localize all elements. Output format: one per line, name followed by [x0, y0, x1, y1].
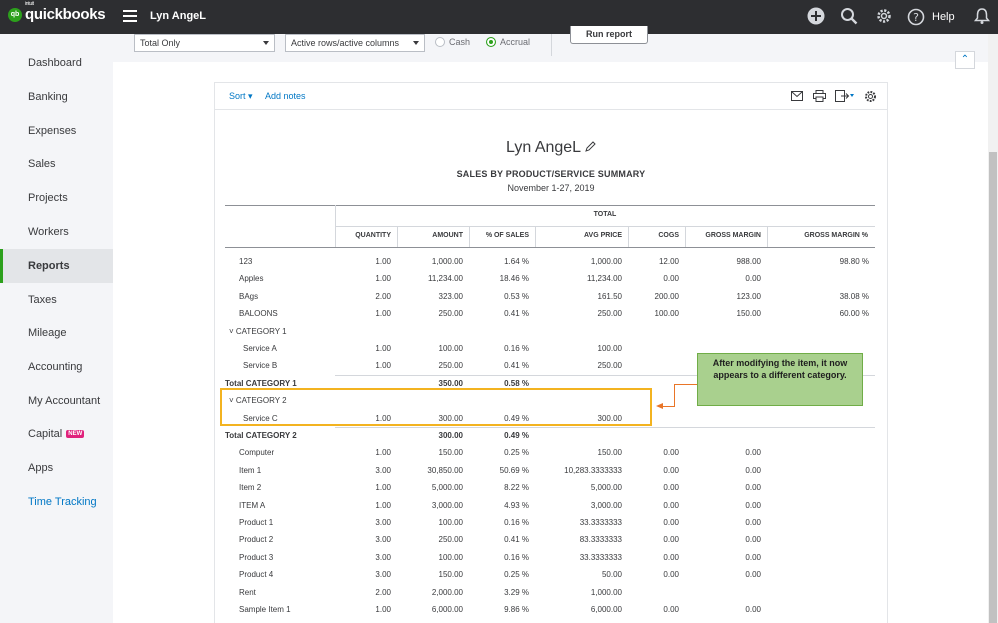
cell-avg[interactable]: 83.3333333: [579, 535, 622, 545]
total-only-select[interactable]: Total Only: [134, 34, 275, 52]
scrollbar[interactable]: [988, 34, 998, 623]
header-top-rule: [225, 205, 875, 206]
cell-avg[interactable]: 33.3333333: [579, 518, 622, 527]
group-row: [225, 323, 875, 340]
row-label[interactable]: ITEM A: [239, 500, 266, 510]
hamburger-menu-icon[interactable]: [123, 10, 137, 22]
table-row: [225, 497, 875, 514]
gear-icon[interactable]: [864, 90, 877, 103]
cell-avg[interactable]: 300.00: [597, 413, 622, 423]
group-toggle[interactable]: ˅ CATEGORY 1: [229, 326, 287, 336]
cell-gm[interactable]: 123.00: [736, 291, 761, 301]
row-label[interactable]: Item 1: [239, 465, 262, 475]
cell-amount[interactable]: 100.00: [438, 518, 463, 527]
cell-cogs[interactable]: 0.00: [663, 605, 679, 614]
cell-qty[interactable]: 1.00: [375, 500, 391, 510]
cell-cogs[interactable]: 0.00: [663, 535, 679, 545]
pencil-icon[interactable]: [585, 141, 596, 152]
add-notes-link[interactable]: Add notes: [265, 91, 306, 101]
cell-avg[interactable]: 1,000.00: [590, 587, 622, 597]
cell-amount[interactable]: 3,000.00: [431, 500, 463, 510]
divider: [551, 34, 552, 56]
column-group-total: TOTAL: [593, 211, 617, 218]
row-label[interactable]: Service C: [243, 413, 278, 423]
report-company-name[interactable]: Lyn AngeL: [215, 139, 887, 157]
table-row: [225, 531, 875, 548]
sidebar-item-expenses[interactable]: Expenses: [28, 125, 77, 137]
cell-pct[interactable]: 0.41 %: [504, 309, 529, 319]
table-row: [225, 270, 875, 287]
cell-amount[interactable]: 250.00: [438, 535, 463, 545]
cell-amount[interactable]: 100.00: [438, 552, 463, 562]
arrow-head-icon: [656, 403, 663, 409]
cell-qty[interactable]: 1.00: [375, 448, 391, 458]
cell-gm[interactable]: 0.00: [745, 483, 761, 493]
run-report-button[interactable]: Run report: [570, 26, 648, 44]
qb-logo-icon: qb: [8, 8, 22, 22]
email-icon[interactable]: [791, 91, 803, 101]
report-filters: [113, 29, 988, 62]
cell-cogs[interactable]: 0.00: [663, 448, 679, 458]
cell-pct[interactable]: 0.53 %: [504, 291, 529, 301]
cell-avg[interactable]: 5,000.00: [590, 483, 622, 493]
cell-avg[interactable]: 50.00: [601, 570, 622, 580]
sidebar-item-reports[interactable]: Reports: [0, 249, 113, 283]
cell-amount[interactable]: 250.00: [438, 361, 463, 371]
cell-qty[interactable]: 1.00: [375, 309, 391, 319]
column-header-avg-price[interactable]: AVG PRICE: [584, 232, 622, 239]
search-icon[interactable]: [840, 7, 858, 25]
cell-amount[interactable]: 100.00: [438, 344, 463, 353]
cell-cogs[interactable]: 100.00: [654, 309, 679, 319]
new-badge: NEW: [68, 431, 83, 437]
radio-dot: [435, 37, 445, 47]
cell-qty[interactable]: 1.00: [375, 274, 391, 284]
cell-pct[interactable]: 50.69 %: [499, 465, 529, 475]
cell-pct[interactable]: 0.41 %: [504, 361, 529, 371]
total-row: [225, 427, 875, 444]
callout-arrow: [674, 384, 697, 385]
row-label[interactable]: BALOONS: [239, 309, 278, 319]
cell-qty[interactable]: 1.00: [375, 344, 391, 353]
svg-text:?: ?: [913, 11, 919, 24]
cell-pct[interactable]: 8.22 %: [504, 483, 529, 493]
cell-cogs[interactable]: 0.00: [663, 518, 679, 527]
cell-pct[interactable]: 0.25 %: [504, 448, 529, 458]
chevron-down-icon: [263, 41, 269, 45]
cell-pct[interactable]: 0.41 %: [504, 535, 529, 545]
cell-avg[interactable]: 150.00: [597, 448, 622, 458]
quickbooks-logo[interactable]: [8, 1, 106, 23]
table-row: [225, 514, 875, 531]
cell-pct[interactable]: 18.46 %: [499, 274, 529, 284]
help-circle-icon[interactable]: [907, 8, 925, 26]
report-toolbar: [215, 83, 887, 110]
cell-cogs[interactable]: 0.00: [663, 570, 679, 580]
cell-qty[interactable]: 3.00: [375, 465, 391, 475]
cell-pct[interactable]: 0.58 %: [504, 378, 529, 388]
cell-amount[interactable]: 1,000.00: [431, 257, 463, 266]
cell-pct[interactable]: 3.29 %: [504, 587, 529, 597]
column-header-gross-margin-pct[interactable]: GROSS MARGIN %: [804, 232, 868, 239]
cell-gm[interactable]: 0.00: [745, 274, 761, 284]
table-row: [225, 584, 875, 601]
cell-gm[interactable]: 0.00: [745, 500, 761, 510]
cash-radio[interactable]: Cash: [435, 37, 470, 47]
help-label[interactable]: Help: [932, 11, 955, 23]
cell-gm[interactable]: 0.00: [745, 535, 761, 545]
cell-qty[interactable]: 1.00: [375, 361, 391, 371]
cell-pct[interactable]: 0.16 %: [504, 344, 529, 353]
header-mid-rule: [335, 226, 875, 227]
table-row: [225, 288, 875, 305]
row-label[interactable]: Service A: [243, 344, 277, 353]
column-header-cogs[interactable]: COGS: [658, 232, 679, 239]
sidebar-item-projects[interactable]: Projects: [28, 192, 68, 204]
cell-amount[interactable]: 150.00: [438, 570, 463, 580]
sidebar-item-capital[interactable]: Capital NEW: [28, 428, 83, 440]
sidebar-item-my-accountant[interactable]: My Accountant: [28, 395, 101, 407]
row-label[interactable]: Product 4: [239, 570, 274, 580]
report-date-range: November 1-27, 2019: [507, 183, 595, 193]
sidebar-item-apps[interactable]: Apps: [28, 462, 54, 474]
row-label[interactable]: Rent: [239, 587, 256, 597]
table-row: [225, 253, 875, 270]
cell-avg[interactable]: 10,283.3333333: [564, 465, 622, 475]
cell-avg[interactable]: 3,000.00: [590, 500, 622, 510]
cell-amount[interactable]: 323.00: [438, 291, 463, 301]
sidebar-item-accounting[interactable]: Accounting: [28, 361, 83, 373]
cell-gm[interactable]: 0.00: [745, 465, 761, 475]
cell-cogs[interactable]: 0.00: [663, 500, 679, 510]
row-label: Total CATEGORY 1: [225, 378, 297, 388]
cell-cogs[interactable]: 0.00: [663, 274, 679, 284]
cell-amount[interactable]: 250.00: [438, 309, 463, 319]
cell-cogs[interactable]: 0.00: [663, 465, 679, 475]
sidebar-item-workers[interactable]: Workers: [28, 226, 69, 238]
cell-avg[interactable]: 161.50: [597, 291, 622, 301]
row-label[interactable]: Computer: [239, 448, 275, 458]
column-header-amount[interactable]: AMOUNT: [432, 232, 463, 239]
cell-avg[interactable]: 250.00: [597, 361, 622, 371]
print-icon[interactable]: [813, 90, 826, 102]
sidebar-item-dashboard[interactable]: Dashboard: [28, 57, 82, 69]
cell-qty[interactable]: 3.00: [375, 518, 391, 527]
cell-qty[interactable]: 1.00: [375, 483, 391, 493]
cell-cogs[interactable]: 200.00: [654, 291, 679, 301]
table-row: [225, 479, 875, 496]
table-row: [225, 601, 875, 618]
row-label[interactable]: Product 2: [239, 535, 274, 545]
table-row: [225, 410, 875, 427]
cell-amount[interactable]: 300.00: [438, 431, 463, 440]
report-canvas: [113, 54, 988, 623]
cell-amount[interactable]: 350.00: [438, 378, 463, 388]
cell-pct[interactable]: 1.64 %: [504, 257, 529, 266]
table-row: [225, 444, 875, 461]
cell-amount[interactable]: 6,000.00: [431, 605, 463, 614]
cell-cogs[interactable]: 0.00: [663, 483, 679, 493]
sidebar-item-banking[interactable]: Banking: [28, 91, 68, 103]
cell-gmp[interactable]: 60.00 %: [839, 309, 869, 319]
sidebar: [0, 34, 113, 623]
scrollbar-thumb[interactable]: [989, 152, 997, 623]
cell-avg[interactable]: 250.00: [597, 309, 622, 319]
cell-qty[interactable]: 3.00: [375, 535, 391, 545]
table-row: [225, 305, 875, 322]
cell-gm[interactable]: 0.00: [745, 448, 761, 458]
cell-qty[interactable]: 2.00: [375, 291, 391, 301]
cell-gm[interactable]: 0.00: [745, 570, 761, 580]
cell-pct[interactable]: 4.93 %: [504, 500, 529, 510]
row-label: Total CATEGORY 2: [225, 431, 297, 440]
sidebar-item-sales[interactable]: Sales: [28, 158, 56, 170]
cell-amount[interactable]: 30,850.00: [427, 465, 463, 475]
cell-qty[interactable]: 1.00: [375, 257, 391, 266]
cell-avg[interactable]: 11,234.00: [587, 274, 622, 284]
brand-prefix: intuit: [25, 1, 34, 7]
brand-name: quickbooks: [25, 6, 106, 23]
radio-dot-selected: [486, 37, 496, 47]
cell-pct[interactable]: 0.16 %: [504, 552, 529, 562]
annotation-callout: After modifying the item, it now appears to a different category.: [697, 353, 863, 406]
rows-columns-select[interactable]: Active rows/active columns: [285, 34, 425, 52]
cell-gmp[interactable]: 38.08 %: [839, 291, 869, 301]
plus-circle-icon[interactable]: [807, 7, 825, 25]
cell-pct[interactable]: 9.86 %: [504, 605, 529, 614]
chevron-down-icon: [413, 41, 419, 45]
cell-amount[interactable]: 5,000.00: [431, 483, 463, 493]
report-title: SALES BY PRODUCT/SERVICE SUMMARY: [456, 169, 646, 179]
table-row: [225, 462, 875, 479]
row-label[interactable]: Apples: [239, 274, 264, 284]
row-label[interactable]: Item 2: [239, 483, 262, 493]
cell-gm[interactable]: 0.00: [745, 518, 761, 527]
sidebar-item-mileage[interactable]: Mileage: [28, 327, 67, 339]
collapse-filters-chevron-up-icon[interactable]: ⌃: [955, 51, 975, 69]
cell-amount[interactable]: 2,000.00: [431, 587, 463, 597]
top-bar: [0, 0, 998, 34]
column-header-gross-margin[interactable]: GROSS MARGIN: [705, 232, 761, 239]
cell-qty[interactable]: 1.00: [375, 605, 391, 614]
sort-dropdown[interactable]: Sort ▾: [229, 91, 253, 101]
cell-avg[interactable]: 1,000.00: [590, 257, 622, 266]
cell-avg[interactable]: 100.00: [597, 344, 622, 353]
row-label[interactable]: Product 1: [239, 518, 274, 527]
table-row: [225, 549, 875, 566]
cell-qty[interactable]: 2.00: [375, 587, 391, 597]
cell-pct[interactable]: 0.49 %: [504, 413, 529, 423]
main-content: [113, 29, 988, 623]
cell-avg[interactable]: 33.3333333: [579, 552, 622, 562]
header-bottom-rule: [225, 247, 875, 248]
cell-amount[interactable]: 150.00: [438, 448, 463, 458]
bell-icon[interactable]: [973, 7, 991, 25]
accrual-radio[interactable]: Accrual: [486, 37, 530, 47]
cell-amount[interactable]: 300.00: [438, 413, 463, 423]
cell-cogs[interactable]: 12.00: [658, 257, 679, 266]
cell-cogs[interactable]: 0.00: [663, 552, 679, 562]
cell-gm[interactable]: 0.00: [745, 605, 761, 614]
cell-pct[interactable]: 0.25 %: [504, 570, 529, 580]
row-label[interactable]: Sample Item 1: [239, 605, 291, 614]
cell-qty[interactable]: 1.00: [375, 413, 391, 423]
company-name: Lyn AngeL: [150, 10, 207, 22]
cell-qty[interactable]: 3.00: [375, 570, 391, 580]
sidebar-item-taxes[interactable]: Taxes: [28, 294, 57, 306]
row-label[interactable]: Service B: [243, 361, 278, 371]
cell-gmp[interactable]: 98.80 %: [839, 257, 869, 266]
row-label[interactable]: Product 3: [239, 552, 274, 562]
gear-icon[interactable]: [875, 7, 893, 25]
cell-qty[interactable]: 3.00: [375, 552, 391, 562]
row-label[interactable]: BAgs: [239, 291, 259, 301]
cell-gm[interactable]: 150.00: [736, 309, 761, 319]
cell-pct[interactable]: 0.49 %: [504, 431, 529, 440]
cell-gm[interactable]: 988.00: [736, 257, 761, 266]
cell-gm[interactable]: 0.00: [745, 552, 761, 562]
cell-avg[interactable]: 6,000.00: [590, 605, 622, 614]
cell-pct[interactable]: 0.16 %: [504, 518, 529, 527]
group-toggle[interactable]: ˅ CATEGORY 2: [229, 396, 287, 406]
cell-amount[interactable]: 11,234.00: [428, 274, 463, 284]
column-header-quantity[interactable]: QUANTITY: [355, 232, 391, 239]
column-header-pct-of-sales[interactable]: % OF SALES: [485, 232, 529, 239]
row-label[interactable]: 123: [239, 257, 253, 266]
sidebar-item-time-tracking[interactable]: Time Tracking: [28, 496, 97, 508]
table-row: [225, 566, 875, 583]
export-icon[interactable]: [835, 90, 855, 102]
